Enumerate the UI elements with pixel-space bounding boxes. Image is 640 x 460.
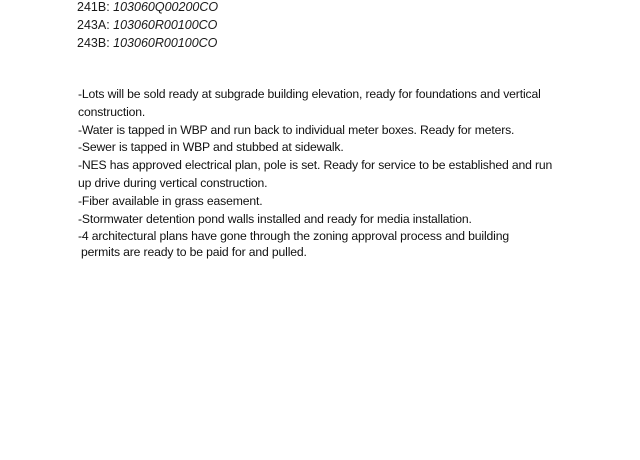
note-architectural-line1: -4 architectural plans have gone through the zoning approval process and building [78,229,509,244]
parcel-item [77,34,477,52]
parcel-lot: 241B: [77,0,110,14]
note-sewer: -Sewer is tapped in WBP and stubbed at sidewalk. [78,140,344,155]
note-stormwater: -Stormwater detention pond walls installed and ready for media installation. [78,211,472,226]
parcel-id: 103060R00100CO [113,18,218,32]
parcel-item [77,16,477,34]
parcel-item [77,0,477,16]
parcel-id: 103060Q00200CO [113,0,219,14]
parcel-id: 103060R00100CO [113,36,218,50]
parcel-list [77,0,477,52]
note-architectural [78,228,568,259]
parcel-lot: 243A: [77,18,110,32]
parcel-lot: 243B: [77,36,110,50]
site-notes [78,86,568,259]
note-electrical: -NES has approved electrical plan, pole is set. Ready for service to be established and run up drive during vertical construction. [78,158,553,190]
note-architectural-line2: permits are ready to be paid for and pulled. [81,245,307,260]
note-water: -Water is tapped in WBP and run back to individual meter boxes. Ready for meters. [78,122,515,137]
note-subgrade: -Lots will be sold ready at subgrade building elevation, ready for foundations and vertical construction. [78,87,541,119]
note-fiber: -Fiber available in grass easement. [78,193,263,208]
